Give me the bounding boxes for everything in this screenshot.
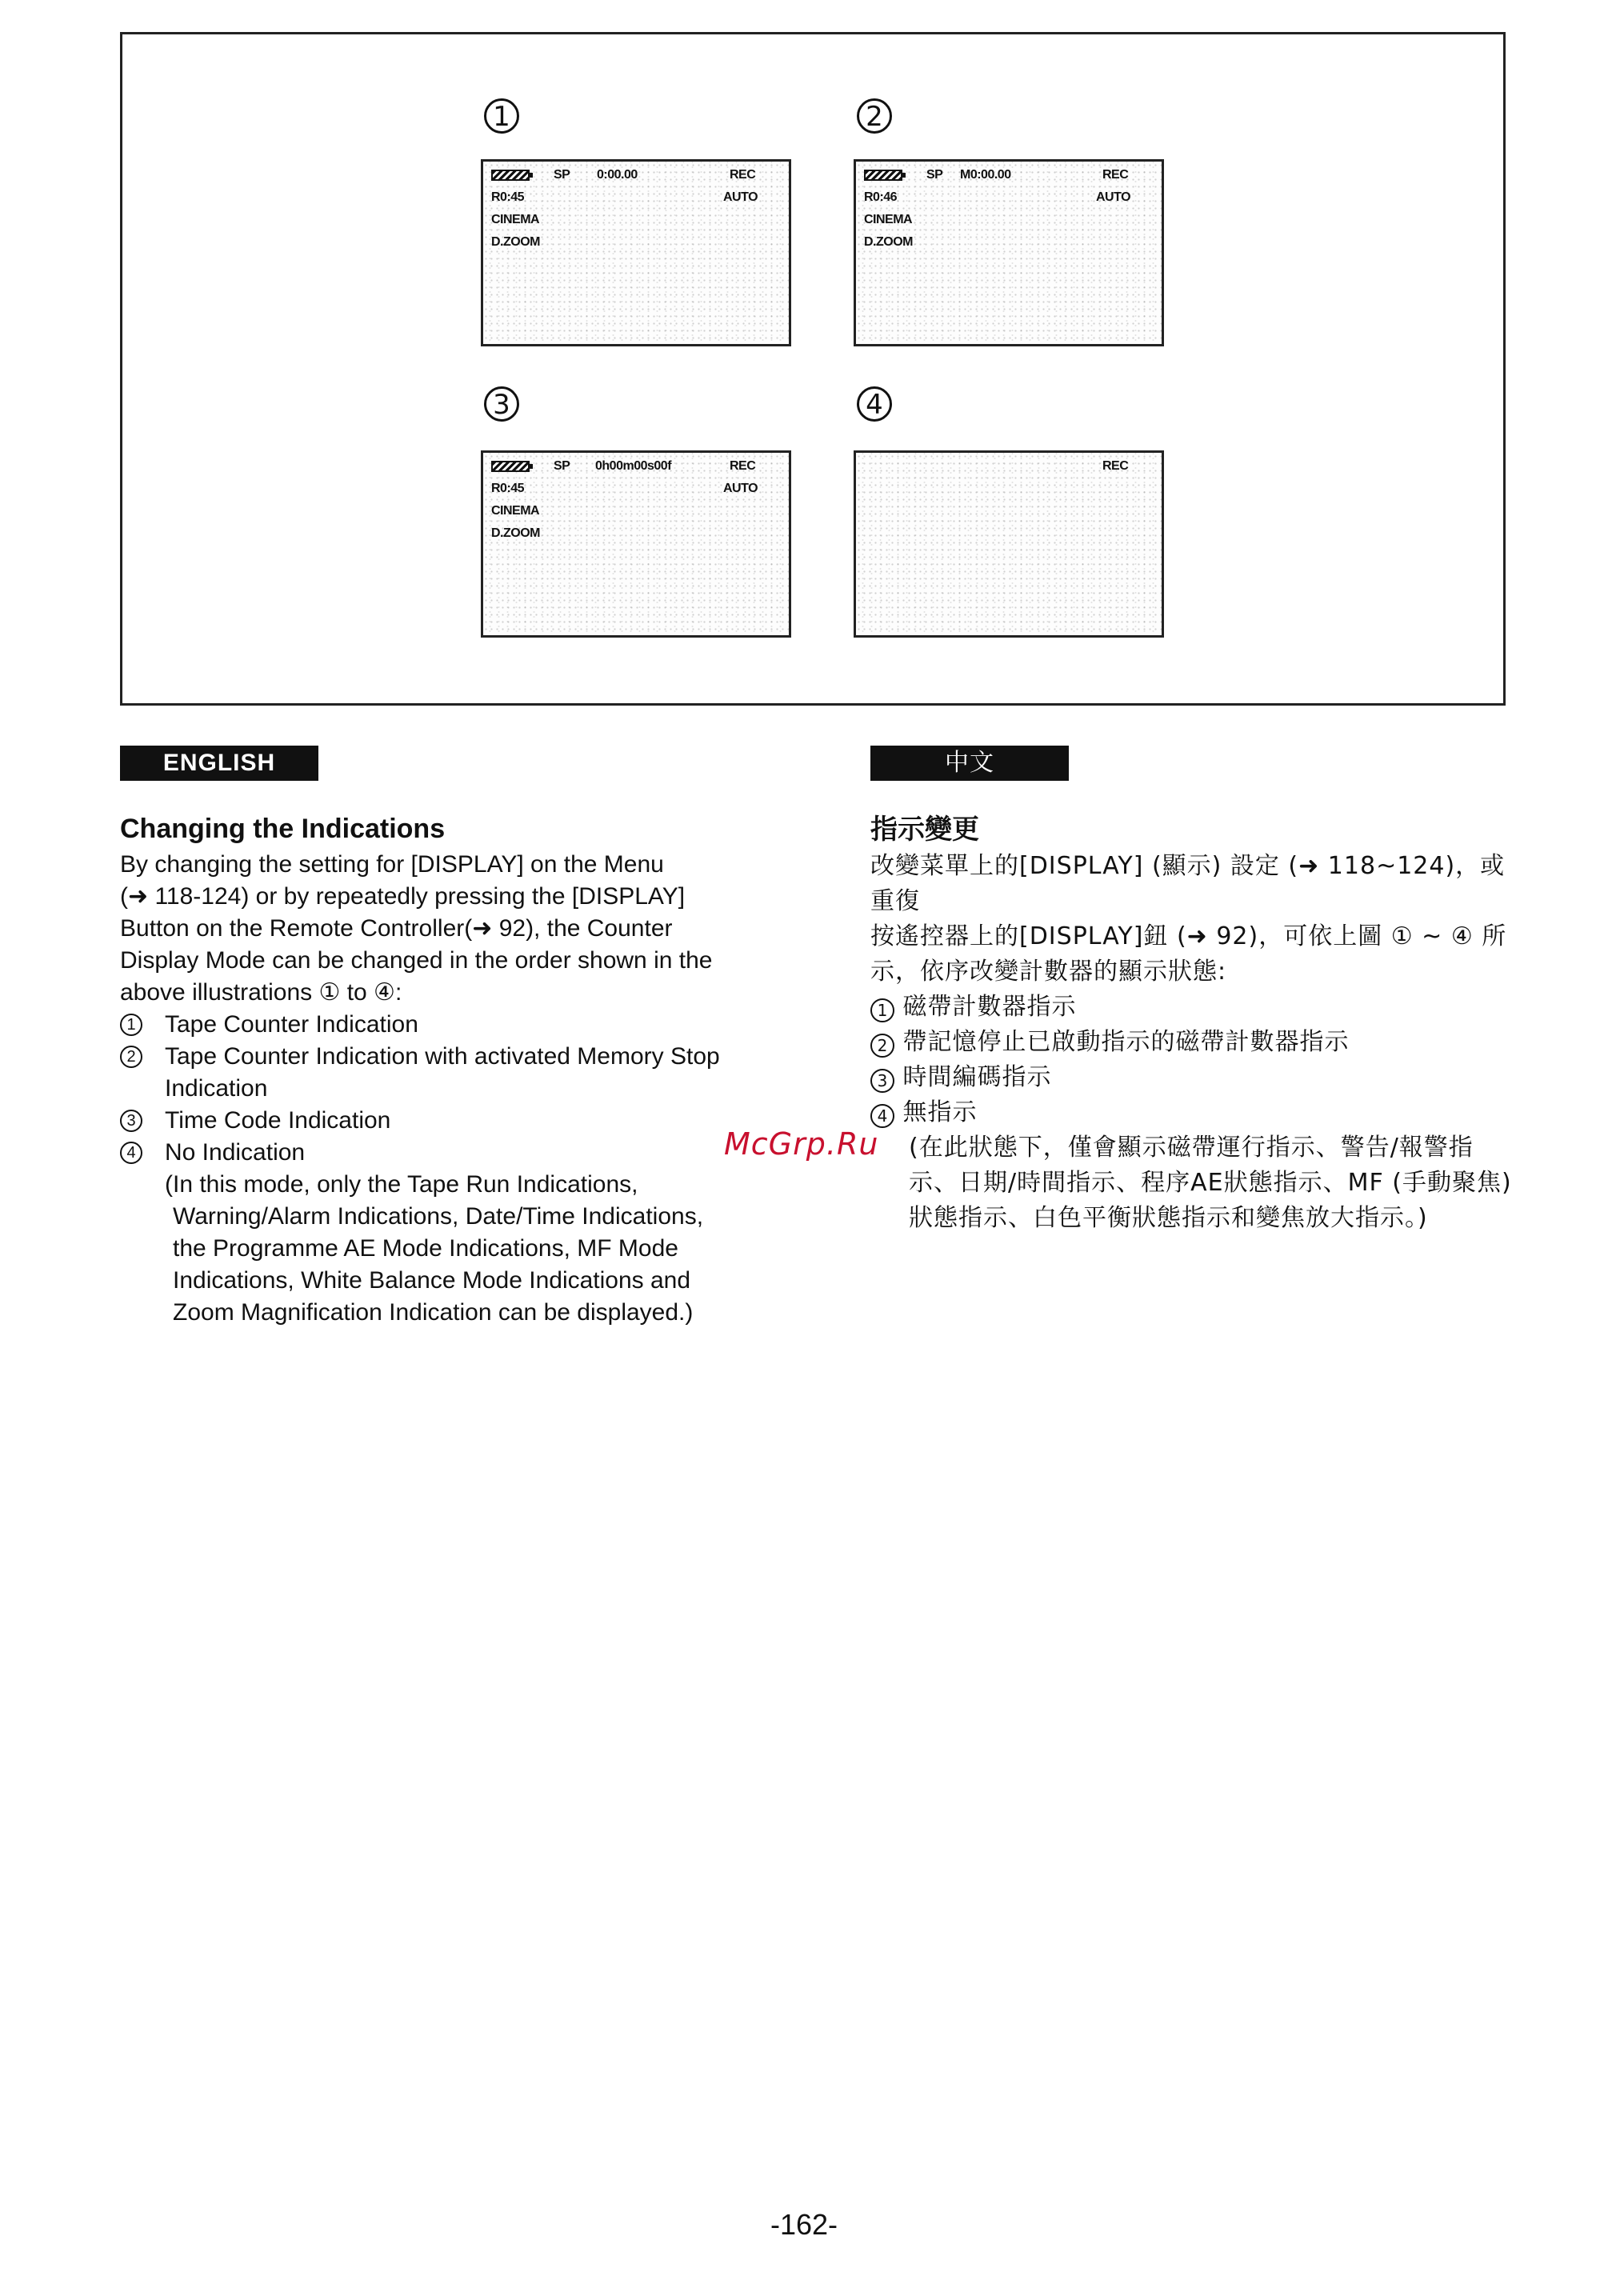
viewfinder-screen-2 bbox=[854, 159, 1164, 346]
english-column bbox=[120, 812, 776, 1329]
illustration-number-4: 4 bbox=[857, 386, 892, 422]
chinese-note-line: (在此狀態下，僅會顯示磁帶運行指示、警告/報警指 bbox=[909, 1134, 1474, 1162]
tape-counter: M0:00.00 bbox=[960, 168, 1011, 182]
rec-indicator: REC bbox=[1102, 168, 1129, 182]
remaining-tape: R0:46 bbox=[864, 190, 898, 204]
item-number: 2 bbox=[120, 1046, 142, 1068]
watermark: McGrp.Ru bbox=[724, 1126, 879, 1162]
list-item bbox=[870, 1060, 1526, 1095]
english-intro-line: Button on the Remote Controller(➜ 92), the Counter bbox=[120, 915, 673, 942]
english-note-line: Zoom Magnification Indication can be displayed.) bbox=[173, 1299, 694, 1326]
item-number: 1 bbox=[870, 998, 894, 1022]
auto-mode: AUTO bbox=[723, 482, 758, 495]
list-item bbox=[120, 1009, 776, 1041]
viewfinder-screen-1 bbox=[481, 159, 791, 346]
chinese-column bbox=[870, 812, 1526, 1236]
rec-indicator: REC bbox=[1102, 459, 1129, 473]
tape-speed: SP bbox=[554, 459, 570, 473]
english-intro-line: Display Mode can be changed in the order shown in the bbox=[120, 947, 713, 974]
illustration-frame bbox=[120, 32, 1506, 706]
remaining-tape: R0:45 bbox=[491, 482, 525, 495]
page-number: -162- bbox=[770, 2208, 838, 2241]
list-item-continuation bbox=[120, 1073, 776, 1105]
chinese-note-line: 狀態指示、白色平衡狀態指示和變焦放大指示。) bbox=[909, 1204, 1428, 1232]
auto-mode: AUTO bbox=[1096, 190, 1131, 204]
english-intro-line: By changing the setting for [DISPLAY] on the Menu bbox=[120, 851, 664, 878]
item-text: Time Code Indication bbox=[165, 1107, 391, 1134]
item-number: 2 bbox=[870, 1034, 894, 1058]
list-item bbox=[870, 990, 1526, 1025]
item-number: 4 bbox=[120, 1142, 142, 1164]
rec-indicator: REC bbox=[730, 459, 756, 473]
list-item bbox=[120, 1041, 776, 1073]
viewfinder-screen-4 bbox=[854, 450, 1164, 638]
illustration-number-3: 3 bbox=[484, 386, 519, 422]
english-note-line: Indications, White Balance Mode Indications and bbox=[173, 1267, 691, 1294]
english-note-line: the Programme AE Mode Indications, MF Mode bbox=[173, 1235, 678, 1262]
list-item bbox=[120, 1105, 776, 1137]
english-section-label: ENGLISH bbox=[120, 746, 318, 781]
chinese-section-label: 中文 bbox=[870, 746, 1069, 781]
chinese-intro-line: 示，依序改變計數器的顯示狀態: bbox=[870, 958, 1227, 986]
illustration-number-2: 2 bbox=[857, 98, 892, 134]
battery-icon bbox=[864, 170, 902, 181]
illustration-number-1: 1 bbox=[484, 98, 519, 134]
digital-zoom: D.ZOOM bbox=[491, 526, 540, 540]
battery-icon bbox=[491, 170, 530, 181]
remaining-tape: R0:45 bbox=[491, 190, 525, 204]
item-number: 3 bbox=[870, 1069, 894, 1093]
cinema-mode: CINEMA bbox=[491, 504, 540, 518]
chinese-heading: 指示變更 bbox=[870, 814, 979, 846]
digital-zoom: D.ZOOM bbox=[864, 235, 913, 249]
list-item bbox=[870, 1025, 1526, 1060]
rec-indicator: REC bbox=[730, 168, 756, 182]
list-item bbox=[870, 1095, 1526, 1130]
cinema-mode: CINEMA bbox=[491, 213, 540, 226]
item-text: Indication bbox=[165, 1075, 268, 1102]
item-number: 1 bbox=[120, 1014, 142, 1036]
item-text: 帶記憶停止已啟動指示的磁帶計數器指示 bbox=[902, 1028, 1350, 1056]
chinese-intro-line: 按遙控器上的[DISPLAY]鈕 (➜ 92)，可依上圖 ① ~ ④ 所 bbox=[870, 922, 1507, 950]
list-item bbox=[120, 1137, 776, 1169]
tape-speed: SP bbox=[926, 168, 943, 182]
tape-speed: SP bbox=[554, 168, 570, 182]
time-code: 0h00m00s00f bbox=[595, 459, 672, 473]
viewfinder-screen-3 bbox=[481, 450, 791, 638]
item-text: Tape Counter Indication bbox=[165, 1011, 418, 1038]
english-intro-line: (➜ 118-124) or by repeatedly pressing the [DISPLAY] bbox=[120, 883, 686, 910]
english-note-line: (In this mode, only the Tape Run Indications, bbox=[165, 1171, 638, 1198]
auto-mode: AUTO bbox=[723, 190, 758, 204]
cinema-mode: CINEMA bbox=[864, 213, 913, 226]
item-text: 磁帶計數器指示 bbox=[902, 993, 1077, 1021]
english-intro-line: above illustrations ① to ④: bbox=[120, 979, 402, 1006]
digital-zoom: D.ZOOM bbox=[491, 235, 540, 249]
item-text: 無指示 bbox=[902, 1098, 978, 1126]
item-text: Tape Counter Indication with activated Memory Stop bbox=[165, 1043, 720, 1070]
battery-icon bbox=[491, 461, 530, 472]
item-text: No Indication bbox=[165, 1139, 306, 1166]
tape-counter: 0:00.00 bbox=[597, 168, 638, 182]
item-number: 3 bbox=[120, 1110, 142, 1132]
item-number: 4 bbox=[870, 1104, 894, 1128]
chinese-note-line: 示、日期/時間指示、程序AE狀態指示、MF (手動聚焦) bbox=[909, 1169, 1512, 1197]
english-heading: Changing the Indications bbox=[120, 814, 446, 844]
chinese-intro-line: 改變菜單上的[DISPLAY] (顯示) 設定 (➜ 118~124)，或重復 bbox=[870, 852, 1506, 915]
item-text: 時間編碼指示 bbox=[902, 1063, 1052, 1091]
english-note-line: Warning/Alarm Indications, Date/Time Indications, bbox=[173, 1203, 704, 1230]
